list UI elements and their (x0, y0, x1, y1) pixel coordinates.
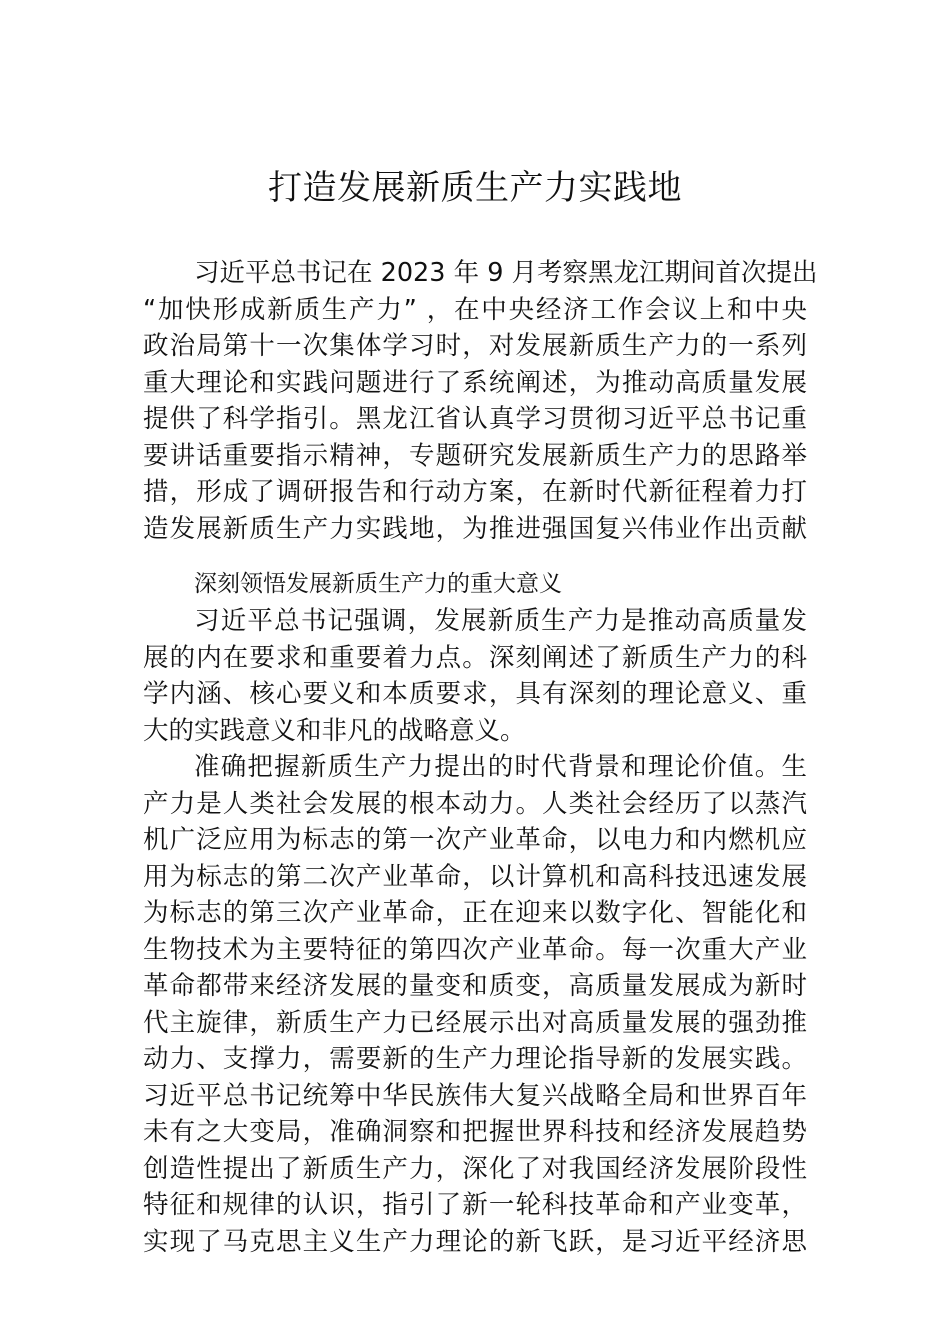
text-line: 政治局第十一次集体学习时，对发展新质生产力的一系列 (143, 331, 807, 361)
text-line: 造发展新质生产力实践地，为推进强国复兴伟业作出贡献 (143, 513, 807, 544)
text-line: 提供了科学指引。黑龙江省认真学习贯彻习近平总书记重 (143, 404, 807, 434)
text-line: 用为标志的第二次产业革命，以计算机和高科技迅速发展 (143, 861, 807, 892)
body-paragraphs (143, 603, 807, 1260)
text-line: 未有之大变局，准确洞察和把握世界科技和经济发展趋势 (143, 1117, 807, 1147)
text-line: 习近平总书记统筹中华民族伟大复兴战略全局和世界百年 (143, 1080, 807, 1111)
text-line: 习近平总书记强调，发展新质生产力是推动高质量发 (194, 606, 807, 636)
text-line: 准确把握新质生产力提出的时代背景和理论价值。生 (194, 752, 807, 782)
text-line: 大的实践意义和非凡的战略意义。 (143, 715, 526, 746)
text-line: 代主旋律，新质生产力已经展示出对高质量发展的强劲推 (143, 1007, 807, 1038)
text-line: 习近平总书记在 2023 年 9 月考察黑龙江期间首次提出 (194, 258, 818, 288)
text-line: 学内涵、核心要义和本质要求，具有深刻的理论意义、重 (143, 679, 807, 709)
text-line: 重大理论和实践问题进行了系统阐述，为推动高质量发展 (143, 367, 807, 398)
text-line: 措，形成了调研报告和行动方案，在新时代新征程着力打 (143, 477, 807, 507)
text-line: 展的内在要求和重要着力点。深刻阐述了新质生产力的科 (143, 642, 807, 673)
text-line: 要讲话重要指示精神，专题研究发展新质生产力的思路举 (143, 440, 807, 471)
text-line: 机广泛应用为标志的第一次产业革命，以电力和内燃机应 (143, 825, 807, 855)
text-line: 革命都带来经济发展的量变和质变，高质量发展成为新时 (143, 971, 807, 1001)
text-line: 为标志的第三次产业革命，正在迎来以数字化、智能化和 (143, 898, 807, 928)
text-line: 产力是人类社会发展的根本动力。人类社会经历了以蒸汽 (143, 788, 807, 819)
text-line: 生物技术为主要特征的第四次产业革命。每一次重大产业 (143, 934, 807, 965)
intro-paragraph (143, 255, 818, 547)
section-heading: 深刻领悟发展新质生产力的重大意义 (194, 571, 562, 597)
text-line: “加快形成新质生产力” ，在中央经济工作会议上和中央 (143, 294, 807, 325)
text-line: 实现了马克思主义生产力理论的新飞跃，是习近平经济思 (143, 1226, 807, 1257)
text-line: 创造性提出了新质生产力，深化了对我国经济发展阶段性 (143, 1153, 807, 1184)
document-title: 打造发展新质生产力实践地 (268, 168, 682, 208)
text-line: 特征和规律的认识，指引了新一轮科技革命和产业变革， (143, 1190, 807, 1220)
text-line: 动力、支撑力，需要新的生产力理论指导新的发展实践。 (143, 1044, 807, 1074)
